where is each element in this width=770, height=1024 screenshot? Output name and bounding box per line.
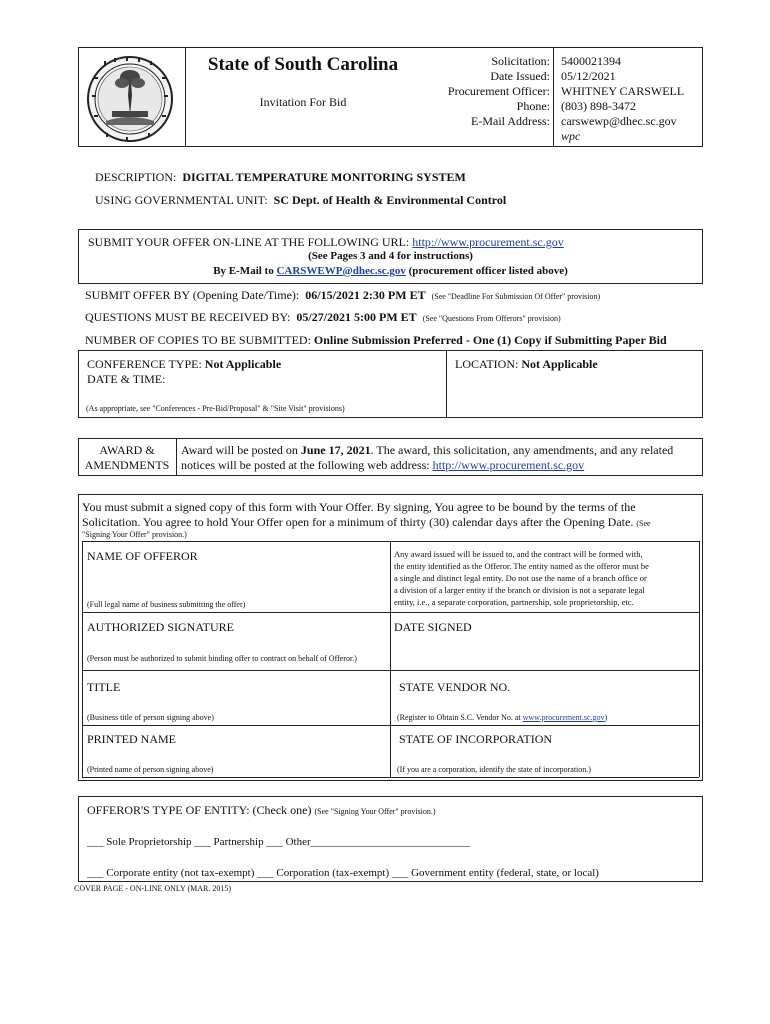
printed-name-note: (Printed name of person signing above) [87, 765, 214, 774]
signing-intro-note1: (See [636, 519, 651, 528]
phone-label: Phone: [516, 99, 550, 113]
title-field[interactable] [86, 696, 386, 710]
state-vendor-note-suffix: ) [604, 713, 608, 722]
entity-options-line1[interactable]: ___ Sole Proprietorship ___ Partnership ___ Other_____________________________ [87, 836, 471, 848]
questions-deadline-line [85, 310, 561, 325]
procurement-url-link[interactable]: http://www.procurement.sc.gov [412, 235, 564, 249]
conference-location-line [455, 357, 598, 372]
state-incorporation-label: STATE OF INCORPORATION [399, 732, 553, 746]
email-submit-line [78, 265, 703, 277]
award-label-line1: AWARD & [99, 443, 155, 457]
authorized-signature-field[interactable] [86, 636, 386, 652]
conference-type-label: CONFERENCE TYPE: [87, 357, 202, 371]
award-date: June 17, 2021 [300, 443, 371, 457]
procurement-officer-label: Procurement Officer: [447, 84, 550, 98]
solicitation-number: 5400021394 [561, 54, 621, 68]
printed-name-label: PRINTED NAME [87, 732, 176, 746]
award-text-rest: . The award, this solicitation, any amendments, and any related [370, 443, 674, 457]
phone-value: (803) 898-3472 [561, 99, 636, 113]
state-vendor-field[interactable] [394, 696, 694, 710]
solicitation-label: Solicitation: [491, 54, 550, 68]
conference-type-line [87, 357, 281, 372]
offeror-name-field[interactable] [86, 565, 386, 597]
procurement-officer-name: WHITNEY CARSWELL [561, 84, 685, 98]
submit-online-line [88, 235, 564, 250]
offeror-name-label: NAME OF OFFEROR [87, 549, 198, 563]
copies-value: Online Submission Preferred - One (1) Copy if Submitting Paper Bid [313, 333, 667, 347]
description-label: DESCRIPTION: [95, 170, 177, 184]
questions-deadline-value: 05/27/2021 5:00 PM ET [296, 310, 417, 324]
conference-location-value: Not Applicable [521, 357, 598, 371]
award-label [78, 443, 176, 473]
state-vendor-note [397, 713, 607, 722]
submit-deadline-label: SUBMIT OFFER BY (Opening Date/Time): [85, 288, 300, 302]
award-text-line2 [181, 458, 701, 473]
description-line [95, 170, 466, 185]
date-signed-label: DATE SIGNED [394, 620, 472, 634]
award-label-line2: AMENDMENTS [84, 458, 170, 472]
award-entity-note [394, 548, 699, 608]
date-issued-value: 05/12/2021 [561, 69, 616, 83]
signing-intro-note2: "Signing Your Offer" provision.) [82, 530, 187, 539]
governmental-unit-label: USING GOVERNMENTAL UNIT: [95, 193, 268, 207]
entity-type-note: (See "Signing Your Offer" provision.) [314, 807, 436, 816]
instructions-note: (See Pages 3 and 4 for instructions) [308, 250, 473, 262]
title-note: (Business title of person signing above) [87, 713, 214, 722]
signing-intro-text2: Solicitation. You agree to hold Your Offer open for a minimum of thirty (30) calendar days after the Opening Date. [82, 515, 634, 529]
questions-deadline-label: QUESTIONS MUST BE RECEIVED BY: [85, 310, 291, 324]
printed-name-field[interactable] [86, 748, 386, 762]
state-vendor-note-prefix: (Register to Obtain S.C. Vendor No. at [397, 713, 521, 722]
conference-location-label: LOCATION: [455, 357, 519, 371]
officer-initials: wpc [561, 129, 581, 143]
footer-form-id: COVER PAGE - ON-LINE ONLY (MAR. 2015) [74, 884, 232, 893]
signing-intro-line2 [82, 515, 702, 531]
submit-deadline-note: (See "Deadline For Submission Of Offer" provision) [431, 292, 601, 301]
date-issued-label: Date Issued: [490, 69, 550, 83]
date-signed-field[interactable] [394, 636, 694, 666]
authorized-signature-note: (Person must be authorized to submit binding offer to contract on behalf of Offeror.) [87, 654, 357, 663]
email-submit-suffix: (procurement officer listed above) [408, 265, 568, 277]
state-vendor-label: STATE VENDOR NO. [399, 680, 511, 694]
vendor-registration-link[interactable]: www.procurement.sc.gov [522, 713, 605, 722]
email-submit-prefix: By E-Mail to [213, 265, 274, 277]
solicitation-info-values [561, 54, 701, 144]
award-text [181, 443, 701, 473]
state-incorporation-field[interactable] [394, 748, 694, 762]
entity-options-line2[interactable]: ___ Corporate entity (not tax-exempt) ___ Corporation (tax-exempt) ___ Government entity (federal, state, or local) [87, 867, 599, 879]
copies-line [85, 333, 667, 348]
questions-deadline-note: (See "Questions From Offerors" provision) [422, 314, 561, 323]
state-seal-logo [86, 55, 174, 143]
award-url-link[interactable]: http://www.procurement.sc.gov [432, 458, 585, 472]
submit-deadline-line [85, 288, 600, 303]
award-text-prefix: Award will be posted on [181, 443, 298, 457]
signing-intro [82, 500, 702, 531]
submit-deadline-value: 06/15/2021 2:30 PM ET [305, 288, 426, 302]
award-entity-note-line2: the entity identified as the Offeror. The entity named as the offeror must be [394, 561, 649, 571]
state-incorporation-note: (If you are a corporation, identify the state of incorporation.) [397, 765, 591, 774]
submit-online-label: SUBMIT YOUR OFFER ON-LINE AT THE FOLLOWING URL: [88, 235, 410, 249]
state-title: State of South Carolina [207, 54, 399, 75]
conference-type-value: Not Applicable [204, 357, 282, 371]
email-address-value: carswewp@dhec.sc.gov [561, 114, 677, 128]
conference-datetime-label: DATE & TIME: [87, 372, 166, 386]
email-address-label: E-Mail Address: [471, 114, 550, 128]
entity-type-heading [87, 803, 436, 818]
governmental-unit-value: SC Dept. of Health & Environmental Control [273, 193, 507, 207]
conference-note: (As appropriate, see "Conferences - Pre-Bid/Proposal" & "Site Visit" provisions) [86, 404, 345, 413]
award-entity-note-line1: Any award issued will be issued to, and the contract will be formed with, [394, 549, 643, 559]
award-text-line1 [181, 443, 701, 458]
offeror-name-note: (Full legal name of business submitting the offer) [87, 600, 246, 609]
award-entity-note-line4: a division of a larger entity if the branch or division is not a separate legal [394, 585, 645, 595]
entity-type-label: OFFEROR'S TYPE OF ENTITY: (Check one) [87, 803, 312, 817]
copies-label: NUMBER OF COPIES TO BE SUBMITTED: [85, 333, 311, 347]
solicitation-info-labels [420, 54, 550, 129]
form-title: Invitation For Bid [259, 95, 347, 109]
title-label: TITLE [87, 680, 121, 694]
award-entity-note-line5: entity, i.e., a separate corporation, partnership, sole proprietorship, etc. [394, 597, 634, 607]
award-entity-note-line3: a single and distinct legal entity. Do not use the name of a branch office or [394, 573, 647, 583]
officer-email-link[interactable]: CARSWEWP@dhec.sc.gov [276, 265, 406, 277]
governmental-unit-line [95, 193, 506, 208]
signing-intro-line1: You must submit a signed copy of this form with Your Offer. By signing, You agree to be bound by the terms of the [82, 500, 636, 514]
award-text-line2-prefix: notices will be posted at the following web address: [181, 458, 430, 472]
description-value: DIGITAL TEMPERATURE MONITORING SYSTEM [182, 170, 466, 184]
authorized-signature-label: AUTHORIZED SIGNATURE [87, 620, 234, 634]
